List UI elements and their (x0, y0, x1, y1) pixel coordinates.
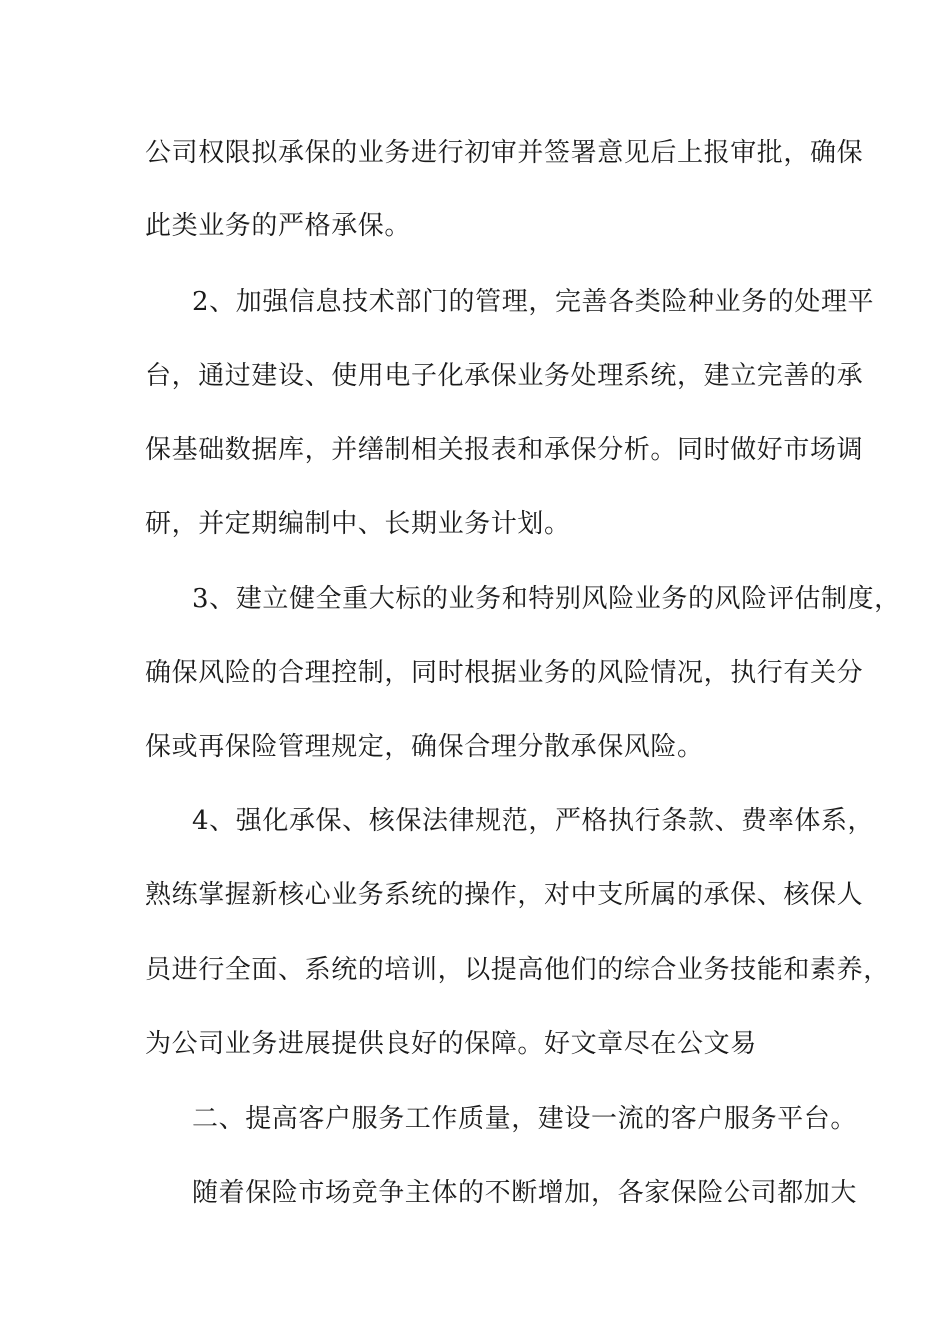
paragraph-start-line: 4、强化承保、核保法律规范，严格执行条款、费率体系， (192, 806, 875, 836)
paragraph-start-line: 随着保险市场竞争主体的不断增加，各家保险公司都加大 (192, 1178, 858, 1208)
text-line: 台，通过建设、使用电子化承保业务处理系统，建立完善的承 (145, 361, 864, 391)
text-line: 熟练掌握新核心业务系统的操作，对中支所属的承保、核保人 (145, 880, 864, 910)
text-line: 保基础数据库，并缮制相关报表和承保分析。同时做好市场调 (145, 435, 864, 465)
text-line: 员进行全面、系统的培训，以提高他们的综合业务技能和素养， (145, 955, 890, 985)
text-line: 此类业务的严格承保。 (145, 211, 412, 241)
text-line: 为公司业务进展提供良好的保障。好文章尽在公文易 (145, 1029, 757, 1059)
text-line: 确保风险的合理控制，同时根据业务的风险情况，执行有关分 (145, 658, 864, 688)
text-line: 研，并定期编制中、长期业务计划。 (145, 509, 571, 539)
section-heading: 二、提高客户服务工作质量，建设一流的客户服务平台。 (192, 1104, 858, 1134)
paragraph-start-line: 2、加强信息技术部门的管理，完善各类险种业务的处理平 (192, 287, 875, 317)
text-line: 保或再保险管理规定，确保合理分散承保风险。 (145, 732, 704, 762)
text-line: 公司权限拟承保的业务进行初审并签署意见后上报审批，确保 (145, 138, 864, 168)
paragraph-start-line: 3、建立健全重大标的业务和特别风险业务的风险评估制度， (192, 584, 901, 614)
